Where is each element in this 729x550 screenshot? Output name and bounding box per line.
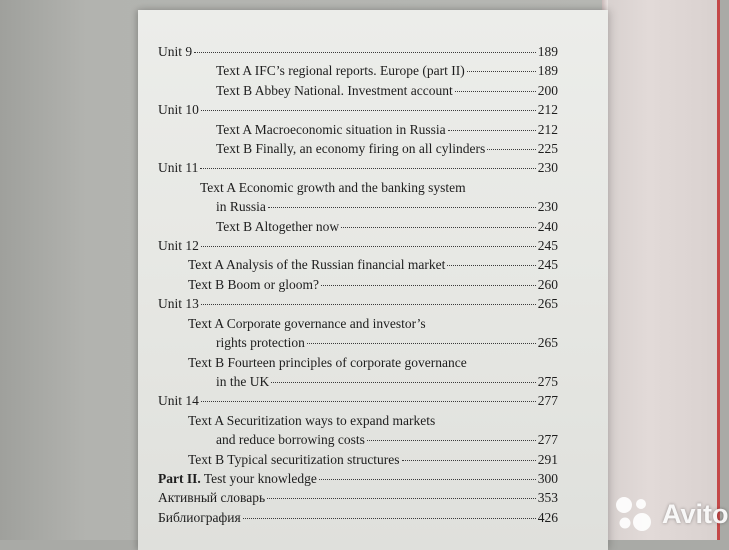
toc-label: Активный словарь [158,490,266,506]
toc-unit-13-text-b-line1: Text B Fourteen principles of corporate governance [188,354,467,370]
toc-unit-11 [158,158,558,177]
dot-leader [341,227,536,228]
toc-unit-10-text-b [158,139,558,158]
dot-leader [447,265,535,266]
toc-unit-14-text-b [158,450,558,469]
toc-label: rights protection [216,335,305,351]
avito-watermark [612,492,729,536]
watermark-text: Avito [662,498,729,529]
toc-label: Unit 14 [158,393,199,409]
toc-label: Unit 12 [158,238,199,254]
toc-page: 230 [537,199,558,215]
dot-leader [448,130,536,131]
dot-leader [271,382,536,383]
toc-unit-12 [158,236,558,255]
part-title: Test your knowledge [200,470,317,486]
dot-leader [201,110,536,111]
toc-label: Text A IFC’s regional reports. Europe (part II) [216,63,465,79]
toc-unit-9 [158,42,558,61]
dot-leader [243,518,536,519]
dot-leader [455,91,536,92]
toc-unit-11-text-a [158,197,558,216]
toc-page: 260 [537,276,558,292]
toc-unit-13 [158,294,558,313]
toc-page: 245 [537,257,558,273]
toc-label: in Russia [216,199,266,215]
dot-leader [487,149,536,150]
toc-page: 189 [537,44,558,59]
toc-label: Text B Abbey National. Investment account [216,82,453,98]
toc-unit-12-text-a [158,255,558,274]
dot-leader [268,207,536,208]
table-of-contents [158,42,558,527]
toc-page: 291 [537,451,558,467]
toc-label: Text B Boom or gloom? [188,276,320,292]
toc-bibliography [158,508,558,527]
toc-page: 225 [537,141,558,157]
toc-label: Unit 9 [158,44,193,59]
toc-unit-14-text-a [158,430,558,449]
toc-unit-9-text-b [158,81,558,100]
toc-unit-10 [158,100,558,119]
dot-leader [402,460,536,461]
dot-leader [201,401,536,402]
toc-page: 426 [537,509,558,525]
cover-red-edge [717,0,720,540]
toc-label: in the UK [216,373,270,389]
toc-label: Text A Macroeconomic situation in Russia [216,121,446,137]
toc-part-2 [158,469,558,488]
dot-leader [307,343,536,344]
toc-page: 189 [537,63,558,79]
toc-page: 300 [537,470,558,486]
toc-label: Text B Typical securitization structures [188,451,400,467]
toc-page: 265 [537,296,558,312]
toc-page: 353 [537,490,558,506]
toc-label [158,469,317,488]
dot-leader [321,285,536,286]
dot-leader [200,168,535,169]
toc-unit-10-text-a [158,120,558,139]
avito-logo-icon [612,492,656,536]
toc-label: Unit 10 [158,102,199,118]
toc-label: and reduce borrowing costs [216,432,365,448]
toc-page: 245 [537,238,558,254]
toc-unit-11-text-b [158,217,558,236]
toc-label: Unit 11 [158,160,199,176]
toc-label: Text A Analysis of the Russian financial market [188,257,446,273]
toc-unit-13-text-a-line1: Text A Corporate governance and investor’s [188,315,426,331]
dot-leader [367,440,536,441]
toc-vocabulary [158,488,558,507]
dot-leader [201,304,536,305]
toc-page: 200 [537,82,558,98]
toc-page: 275 [537,373,558,389]
toc-unit-9-text-a [158,61,558,80]
dot-leader [267,498,536,499]
toc-unit-14-text-a-line1: Text A Securitization ways to expand markets [188,412,436,428]
toc-label: Unit 13 [158,296,199,312]
toc-page: 277 [537,432,558,448]
toc-unit-12-text-b [158,275,558,294]
toc-unit-14 [158,391,558,410]
toc-page: 230 [537,160,558,176]
toc-page: 212 [537,121,558,137]
toc-unit-13-text-a [158,333,558,352]
dot-leader [467,71,536,72]
dot-leader [201,246,536,247]
toc-label: Text B Altogether now [216,218,340,234]
toc-label: Text B Finally, an economy firing on all cylinders [216,141,486,157]
toc-label: Библиография [158,509,241,525]
dot-leader [319,479,536,480]
toc-unit-13-text-b [158,372,558,391]
toc-page: 240 [537,218,558,234]
toc-page: 277 [537,393,558,409]
dot-leader [194,52,536,53]
toc-page: 212 [537,102,558,118]
part-label: Part II. [158,470,201,486]
book-cover-edge [602,0,720,540]
toc-page: 265 [537,335,558,351]
toc-unit-11-text-a-line1: Text A Economic growth and the banking system [200,179,466,195]
